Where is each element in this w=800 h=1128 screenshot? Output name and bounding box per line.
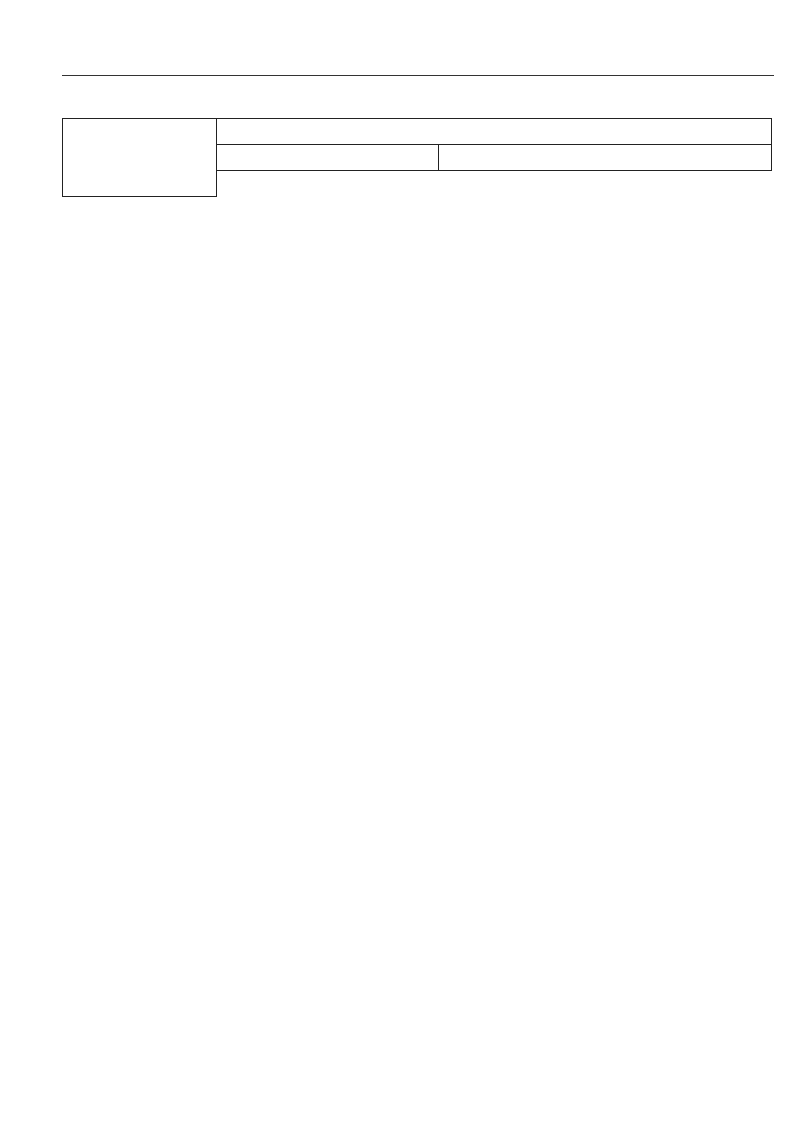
group-label bbox=[217, 119, 772, 145]
sub-header-right bbox=[439, 145, 772, 171]
sub-header-left bbox=[217, 145, 439, 171]
header-rule bbox=[62, 75, 774, 76]
parameter-table bbox=[62, 118, 772, 197]
corner-label bbox=[63, 119, 217, 197]
